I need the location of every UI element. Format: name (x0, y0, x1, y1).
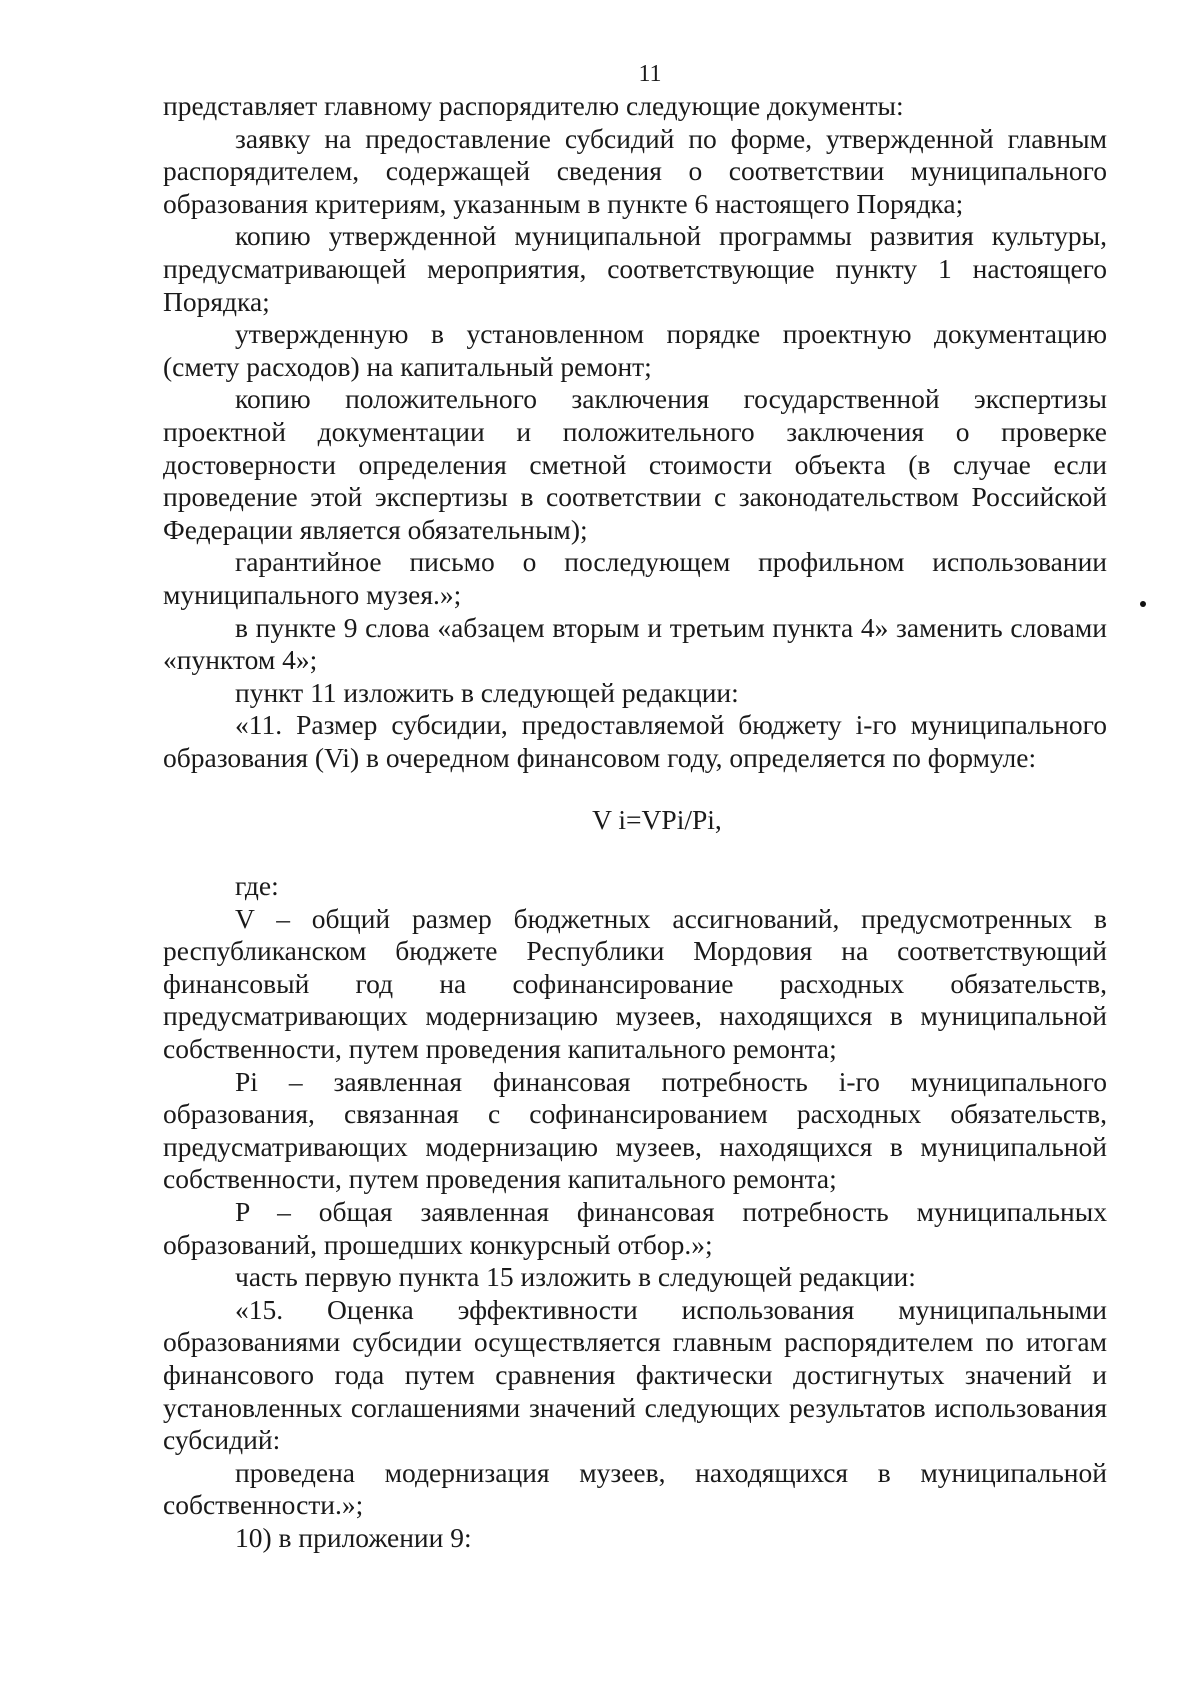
paragraph-where: где: (235, 870, 279, 902)
paragraph-project-docs: утвержденную в установленном порядке проектную документацию (смету расходов) на капитальный ремонт; (163, 318, 1107, 382)
paragraph-guarantee-letter: гарантийное письмо о последующем профильном использовании муниципального музея.»; (163, 546, 1107, 610)
paragraph-appendix-9: 10) в приложении 9: (235, 1521, 472, 1553)
paragraph-point-11-intro: пункт 11 изложить в следующей редакции: (235, 676, 739, 708)
page-number: 11 (638, 61, 662, 87)
paragraph-point-11: «11. Размер субсидии, предоставляемой бюджету i-го муниципального образования (Vi) в очередном финансовом году, определяется по формуле: (163, 709, 1107, 773)
paragraph-point-9: в пункте 9 слова «абзацем вторым и третьим пункта 4» заменить словами «пунктом 4»; (163, 611, 1107, 676)
paragraph-definition-pi: Pi – заявленная финансовая потребность i-го муниципального образования, связанная с софинансированием расходных обязательств, предусматривающих модернизацию музеев, находящихся в муниципальной собственности, путем проведения капитального ремонта; (163, 1065, 1107, 1195)
paragraph-point-15-intro: часть первую пункта 15 изложить в следующей редакции: (235, 1261, 916, 1293)
paragraph-point-15: «15. Оценка эффективности использования муниципальными образованиями субсидии осуществляется главным распорядителем по итогам финансового года путем сравнения фактически достигнутых значений и установленных соглашениями значений следующих результатов использования субсидий: (163, 1293, 1107, 1456)
formula: V i=VPi/Pi, (592, 804, 722, 836)
paragraph-definition-v: V – общий размер бюджетных ассигнований, предусмотренных в республиканском бюджете Республики Мордовия на соответствующий финансовый год на софинансирование расходных обязательств, предусматривающих модернизацию музеев, находящихся в муниципальной собственности, путем проведения капитального ремонта; (163, 902, 1107, 1065)
document-page (163, 58, 1107, 1555)
paragraph-program-copy: копию утвержденной муниципальной программы развития культуры, предусматривающей мероприятия, соответствующие пункту 1 настоящего Порядка; (163, 220, 1107, 317)
paragraph-definition-p: P – общая заявленная финансовая потребность муниципальных образований, прошедших конкурсный отбор.»; (163, 1196, 1107, 1260)
paragraph-application: заявку на предоставление субсидий по форме, утвержденной главным распорядителем, содержащей сведения о соответствии муниципального образования критериям, указанным в пункте 6 настоящего Порядка; (163, 122, 1107, 219)
paragraph-intro: представляет главному распорядителю следующие документы: (163, 90, 904, 121)
paragraph-expertise: копию положительного заключения государственной экспертизы проектной документации и положительного заключения о проверке достоверности определения сметной стоимости объекта (в случае если проведение этой экспертизы в соответствии с законодательством Российской Федерации является обязательным); (163, 383, 1107, 545)
paragraph-result: проведена модернизация музеев, находящихся в муниципальной собственности.»; (163, 1456, 1107, 1521)
scan-speck (1140, 601, 1146, 607)
